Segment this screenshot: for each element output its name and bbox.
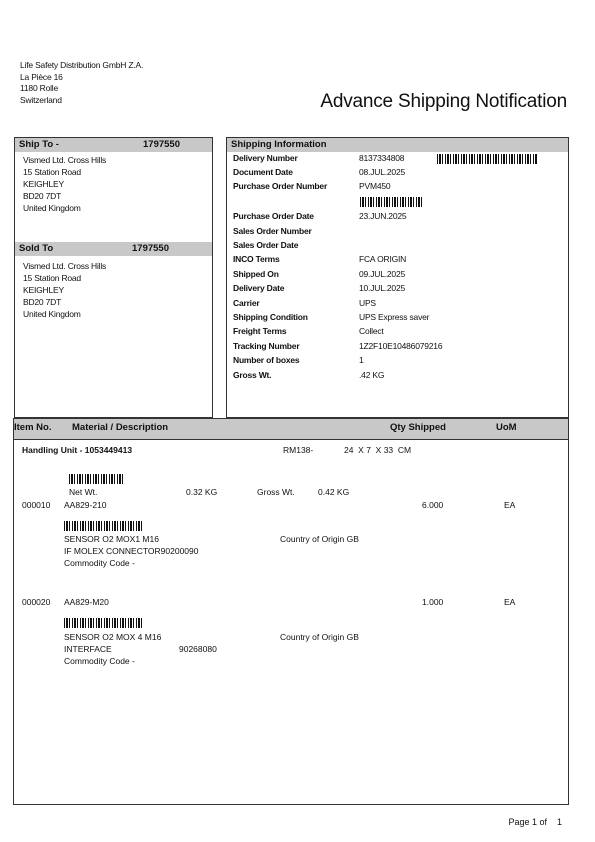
items-table bbox=[13, 418, 569, 805]
document-date: 08.JUL.2025 bbox=[359, 167, 406, 177]
sold-to-line: KEIGHLEY bbox=[23, 285, 64, 295]
sender-street: La Pièce 16 bbox=[20, 71, 63, 82]
item-description-2: INTERFACE bbox=[64, 644, 112, 654]
item-commodity: Commodity Code - bbox=[64, 656, 135, 666]
document-date-label: Document Date bbox=[233, 167, 293, 177]
shipping-info-panel bbox=[226, 137, 569, 418]
shipping-condition-row bbox=[233, 312, 563, 324]
ship-to-line: KEIGHLEY bbox=[23, 179, 64, 189]
shipping-condition: UPS Express saver bbox=[359, 312, 430, 322]
item-description: SENSOR O2 MOX1 M16 bbox=[64, 534, 159, 544]
item-qty: 6.000 bbox=[422, 500, 444, 510]
ship-to-line: United Kingdom bbox=[23, 203, 81, 213]
freight-terms: Collect bbox=[359, 326, 384, 336]
item-description: SENSOR O2 MOX 4 M16 bbox=[64, 632, 162, 642]
sold-to-number: 1797550 bbox=[132, 243, 169, 254]
gross-weight-unit: 0.42 KG bbox=[318, 487, 350, 497]
item-origin: Country of Origin GB bbox=[280, 534, 359, 544]
sold-to-line: 15 Station Road bbox=[23, 273, 81, 283]
net-weight: 0.32 KG bbox=[186, 487, 218, 497]
ship-to-line: 15 Station Road bbox=[23, 167, 81, 177]
item-uom: EA bbox=[504, 597, 516, 607]
col-uom: UoM bbox=[496, 422, 517, 433]
freight-terms-label: Freight Terms bbox=[233, 326, 287, 336]
sender-city: 1180 Rolle bbox=[20, 83, 59, 93]
ship-to-line: BD20 7DT bbox=[23, 191, 62, 201]
item-barcode bbox=[64, 618, 144, 628]
ship-to-address bbox=[15, 152, 212, 214]
item-number: 000010 bbox=[22, 500, 51, 510]
po-number-label: Purchase Order Number bbox=[233, 181, 328, 191]
handling-unit-pack: RM138- bbox=[283, 445, 314, 455]
tracking-number: 1Z2F10E10486079216 bbox=[359, 341, 443, 351]
sold-to-header bbox=[15, 242, 212, 256]
inco: FCA ORIGIN bbox=[359, 254, 407, 264]
carrier: UPS bbox=[359, 298, 376, 308]
shipped-on-row bbox=[233, 269, 563, 281]
net-weight-label: Net Wt. bbox=[69, 487, 98, 497]
po-date: 23.JUN.2025 bbox=[359, 211, 407, 221]
po-number-row bbox=[233, 181, 563, 193]
ship-to-number: 1797550 bbox=[143, 139, 180, 150]
carrier-row bbox=[233, 298, 563, 310]
delivery-number-row bbox=[233, 153, 563, 165]
tracking-row bbox=[233, 341, 563, 353]
boxes-label: Number of boxes bbox=[233, 355, 300, 365]
ship-to-label: Ship To - bbox=[19, 139, 59, 150]
ship-to-line: Vismed Ltd. Cross Hills bbox=[23, 155, 107, 165]
gross-weight-row bbox=[233, 370, 563, 382]
sales-order-date-row bbox=[233, 240, 563, 252]
handling-unit-barcode bbox=[69, 474, 125, 484]
delivery-date: 10.JUL.2025 bbox=[359, 283, 406, 293]
po-date-label: Purchase Order Date bbox=[233, 211, 314, 221]
delivery-number-label: Delivery Number bbox=[233, 153, 298, 163]
sender-country: Switzerland bbox=[20, 94, 62, 105]
delivery-date-row bbox=[233, 283, 563, 295]
item-description-2: IF MOLEX CONNECTOR90200090 bbox=[64, 546, 199, 556]
sold-to-line: BD20 7DT bbox=[23, 297, 62, 307]
delivery-barcode bbox=[437, 154, 537, 164]
sales-order-number-label: Sales Order Number bbox=[233, 226, 312, 236]
item-number: 000020 bbox=[22, 597, 51, 607]
delivery-date-label: Delivery Date bbox=[233, 283, 285, 293]
gross-weight-label-unit: Gross Wt. bbox=[257, 487, 295, 497]
inco-row bbox=[233, 254, 563, 266]
po-date-row bbox=[233, 211, 563, 223]
boxes-row bbox=[233, 355, 563, 367]
item-origin: Country of Origin GB bbox=[280, 632, 359, 642]
shipped-on: 09.JUL.2025 bbox=[359, 269, 406, 279]
document-date-row bbox=[233, 167, 563, 179]
shipping-info-title: Shipping Information bbox=[227, 138, 568, 152]
freight-terms-row bbox=[233, 326, 563, 338]
page-number: Page 1 of 1 bbox=[508, 817, 562, 827]
sender-address bbox=[20, 60, 143, 106]
shipping-condition-label: Shipping Condition bbox=[233, 312, 308, 322]
gross-weight-label: Gross Wt. bbox=[233, 370, 272, 380]
item-barcode bbox=[64, 521, 144, 531]
item-qty: 1.000 bbox=[422, 597, 444, 607]
item-uom: EA bbox=[504, 500, 516, 510]
sender-name: Life Safety Distribution GmbH Z.A. bbox=[20, 60, 144, 70]
carrier-label: Carrier bbox=[233, 298, 260, 308]
handling-unit: Handling Unit - 1053449413 bbox=[22, 445, 133, 455]
sold-to-label: Sold To bbox=[19, 243, 54, 254]
handling-unit-dims: 24 X 7 X 33 CM bbox=[344, 445, 412, 455]
po-barcode bbox=[360, 197, 422, 207]
document-title: Advance Shipping Notification bbox=[320, 91, 567, 112]
item-material: AA829-M20 bbox=[64, 597, 109, 607]
po-number: PVM450 bbox=[359, 181, 391, 191]
item-material: AA829-210 bbox=[64, 500, 107, 510]
col-item-no: Item No. bbox=[14, 422, 52, 433]
shipped-on-label: Shipped On bbox=[233, 269, 279, 279]
sales-order-number-row bbox=[233, 226, 563, 238]
ship-to-header bbox=[15, 138, 212, 152]
inco-label: INCO Terms bbox=[233, 254, 280, 264]
gross-weight: .42 KG bbox=[359, 370, 385, 380]
tracking-label: Tracking Number bbox=[233, 341, 300, 351]
items-header bbox=[14, 419, 568, 440]
col-qty: Qty Shipped bbox=[390, 422, 446, 433]
sales-order-date-label: Sales Order Date bbox=[233, 240, 299, 250]
item-description-2-code: 90268080 bbox=[179, 644, 217, 654]
sold-to-line: United Kingdom bbox=[23, 309, 81, 319]
item-commodity: Commodity Code - bbox=[64, 558, 135, 568]
address-panel bbox=[14, 137, 213, 418]
sold-to-line: Vismed Ltd. Cross Hills bbox=[23, 261, 107, 271]
sold-to-address bbox=[15, 258, 106, 320]
delivery-number: 8137334808 bbox=[359, 153, 405, 163]
col-material: Material / Description bbox=[72, 422, 169, 433]
boxes: 1 bbox=[359, 355, 364, 365]
